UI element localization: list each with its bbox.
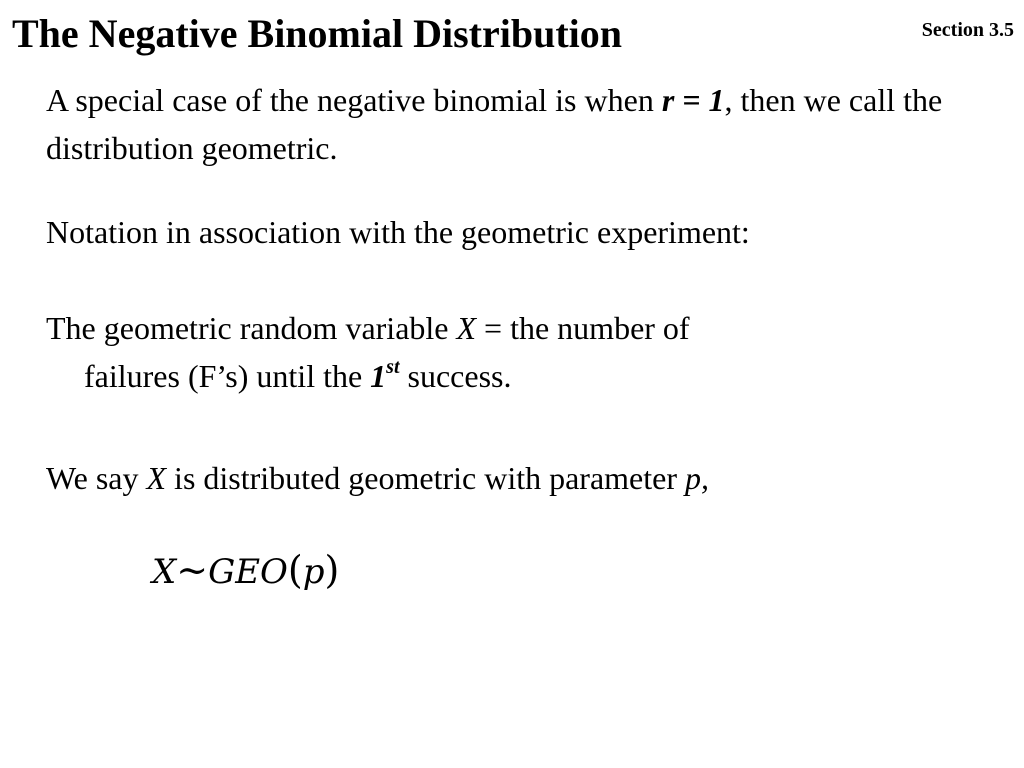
- para3-ordinal-suffix: st: [386, 356, 400, 378]
- formula-close-paren: ): [324, 548, 340, 592]
- formula-arg: p: [302, 552, 325, 592]
- paragraph-distributed: [46, 454, 996, 502]
- para3-text-d: success.: [399, 358, 512, 394]
- paragraph-notation: Notation in association with the geometric experiment:: [46, 214, 750, 250]
- para3-text-a: The geometric random variable: [46, 310, 457, 346]
- para1-text-b: , then we call the distribution geometric.: [46, 82, 943, 166]
- section-label: Section 3.5: [921, 19, 1014, 41]
- paragraph-random-variable: [46, 304, 996, 400]
- para4-text-a: We say: [46, 460, 147, 496]
- slide-title: The Negative Binomial Distribution: [12, 11, 623, 56]
- para4-text-b: is distributed geometric with parameter: [166, 460, 685, 496]
- formula-lhs: X: [152, 552, 177, 592]
- para4-variable: X: [146, 460, 167, 496]
- formula-tilde: ∼: [176, 548, 209, 592]
- para4-parameter: p,: [685, 460, 709, 496]
- para3-text-b: = the number of: [476, 310, 690, 346]
- para1-text-a: A special case of the negative binomial is when: [46, 82, 662, 118]
- paragraph-special-case: [46, 76, 996, 172]
- geometric-formula: [152, 548, 339, 594]
- para3-line2: [46, 352, 996, 400]
- formula-dist: GEO: [208, 552, 288, 592]
- para3-ordinal: 1: [370, 358, 387, 394]
- formula-open-paren: (: [287, 548, 303, 592]
- para3-variable: X: [456, 310, 477, 346]
- para1-emphasis: r = 1: [661, 82, 725, 118]
- para3-text-c: failures (F’s) until the: [84, 358, 371, 394]
